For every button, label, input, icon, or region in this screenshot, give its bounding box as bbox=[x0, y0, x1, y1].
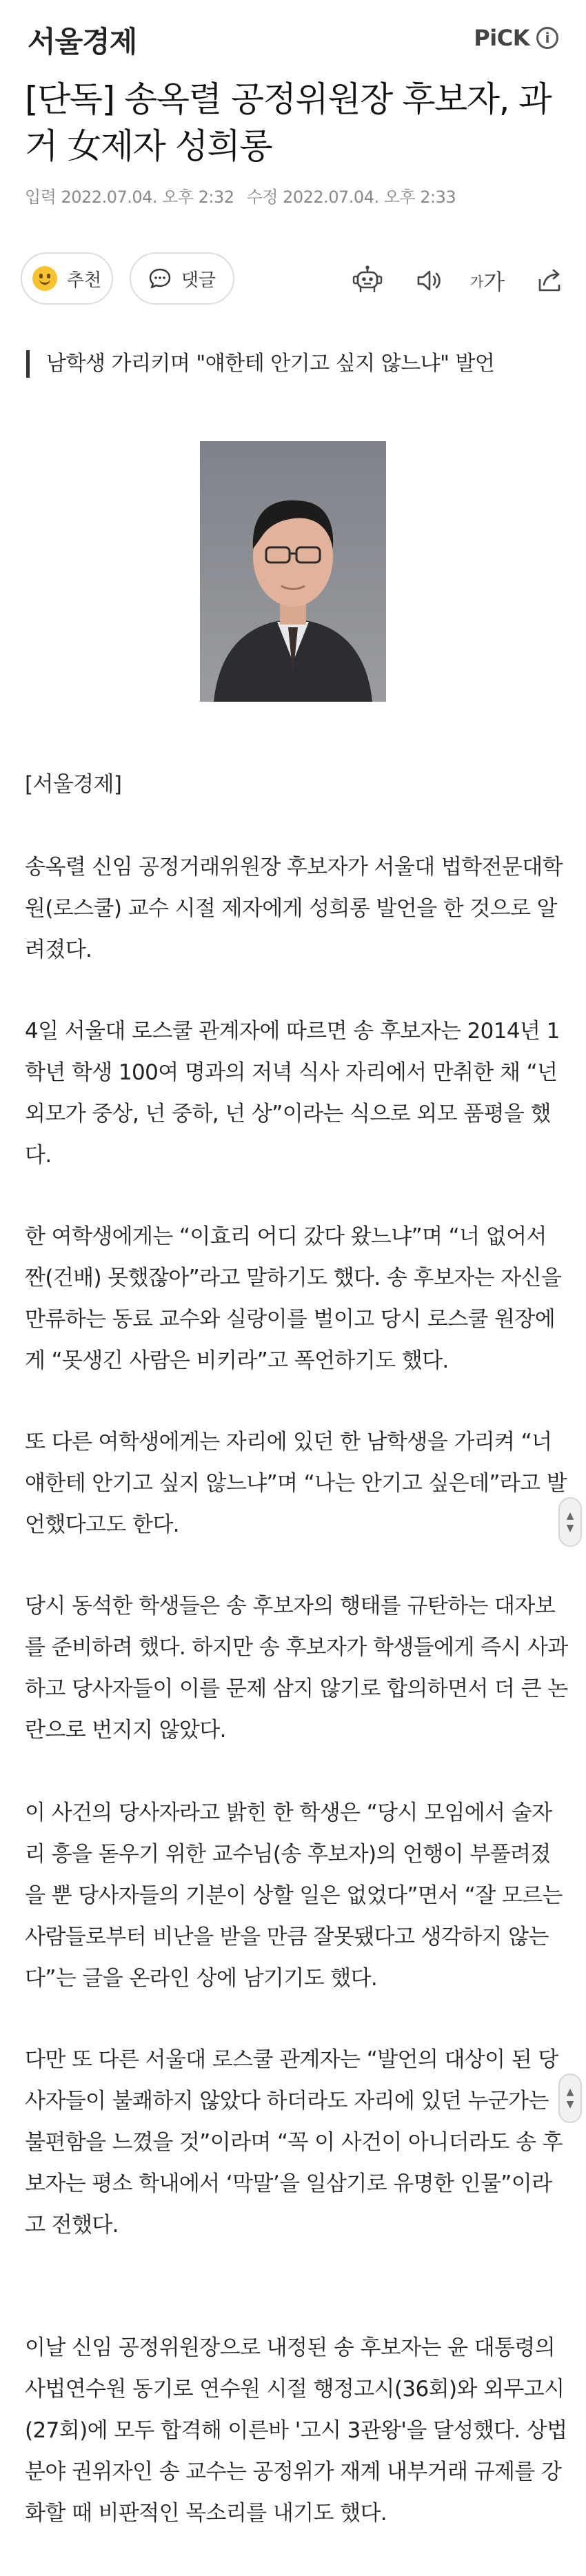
font-size-big-glyph: 가 bbox=[483, 269, 505, 295]
article-action-row bbox=[21, 252, 565, 307]
brand-logo[interactable]: 서울경제 bbox=[28, 25, 137, 59]
paragraph-6: 이 사건의 당사자라고 밝힌 한 학생은 “당시 모임에서 술자리 흥을 돋우기 위한 교수님(송 후보자)의 언행이 부풀려졌을 뿐 당사자들의 기분이 상할 일은 없었다”면서 “잘 모르는 사람들로부터 비난을 받을 만큼 잘못됐다고 생각하지 않는다”는 글을 온라인 상에 남기기도 했다. bbox=[25, 1801, 563, 1991]
speech-bubble-icon bbox=[148, 267, 172, 290]
font-size-small-glyph: 가 bbox=[469, 273, 484, 290]
paragraph-4: 또 다른 여학생에게는 자리에 있던 한 남학생을 가리켜 “너 얘한테 안기고 싶지 않느냐”며 “나는 안기고 싶은데”라고 발언했다고도 한다. bbox=[25, 1430, 567, 1537]
paragraph-1: 송옥렬 신임 공정거래위원장 후보자가 서울대 법학전문대학원(로스쿨) 교수 시절 제자에게 성희롱 발언을 한 것으로 알려졌다. bbox=[25, 855, 563, 962]
pick-label: PiCK bbox=[474, 25, 529, 51]
tts-button[interactable] bbox=[411, 262, 448, 299]
paragraph-7: 다만 또 다른 서울대 로스쿨 관계자는 “발언의 대상이 된 당사자들이 불쾌하지 않았다 하더라도 자리에 있던 누군가는 불편함을 느꼈을 것”이라며 “꼭 이 사건이 아니더라도 송 후보자는 평소 학내에서 ‘막말’을 일삼기로 유명한 인물”이라고 전했다. bbox=[25, 2047, 563, 2238]
modified-date: 수정 2022.07.04. 오후 2:33 bbox=[246, 187, 456, 207]
chevron-up-icon: ▲ bbox=[566, 1510, 574, 1521]
recommend-button[interactable] bbox=[21, 252, 113, 305]
paragraph-2: 4일 서울대 로스쿨 관계자에 따르면 송 후보자는 2014년 1학년 학생 100여 명과의 저녁 식사 자리에서 만취한 채 “넌 외모가 중상, 넌 중하, 넌 상”이라는 식으로 외모 품평을 했다. bbox=[25, 1019, 560, 1168]
portrait-placeholder bbox=[200, 441, 386, 702]
paragraph-8: 이날 신임 공정위원장으로 내정된 송 후보자는 윤 대통령의 사법연수원 동기로 연수원 시절 행정고시(36회)와 외무고시(27회)에 모두 합격해 이른바 '고시 3관왕'을 달성했다. 상법 분야 권위자인 송 교수는 공정위가 재계 내부거래 규제를 강화할 때 비판적인 목소리를 내기도 했다. bbox=[25, 2335, 567, 2526]
recommend-label: 추천 bbox=[66, 270, 102, 291]
paragraph-3: 한 여학생에게는 “이효리 어디 갔다 왔느냐”며 “너 없어서 짠(건배) 못했잖아”라고 말하기도 했다. 송 후보자는 자신을 만류하는 동료 교수와 실랑이를 벌이고 당시 로스쿨 원장에게 “못생긴 사람은 비키라”고 폭언하기도 했다. bbox=[25, 1224, 562, 1373]
article-photo bbox=[200, 441, 386, 702]
comment-button[interactable] bbox=[130, 252, 234, 305]
chevron-down-icon: ▼ bbox=[566, 2099, 574, 2110]
top-bar bbox=[0, 0, 586, 76]
source-tag: [서울경제] bbox=[25, 772, 122, 797]
speaker-icon bbox=[414, 265, 445, 296]
scroll-handle-upper[interactable] bbox=[558, 1497, 582, 1547]
paragraph-5: 당시 동석한 학생들은 송 후보자의 행태를 규탄하는 대자보를 준비하려 했다. 하지만 송 후보자가 학생들에게 즉시 사과하고 당사자들이 이를 문제 삼지 않기로 합의하면서 더 큰 논란으로 번지지 않았다. bbox=[25, 1594, 568, 1743]
smiley-emoji-icon bbox=[32, 266, 57, 291]
chevron-down-icon: ▼ bbox=[566, 1523, 574, 1534]
share-icon bbox=[534, 265, 565, 296]
article-headline: [단독] 송옥렬 공정위원장 후보자, 과거 女제자 성희롱 bbox=[25, 79, 552, 166]
robot-summary-button[interactable] bbox=[349, 262, 386, 299]
info-icon[interactable] bbox=[536, 27, 558, 49]
comment-label: 댓글 bbox=[181, 270, 216, 291]
article-dates bbox=[25, 183, 456, 207]
font-size-button[interactable] bbox=[469, 262, 506, 299]
input-date: 입력 2022.07.04. 오후 2:32 bbox=[25, 187, 234, 207]
share-button[interactable] bbox=[531, 262, 568, 299]
chevron-up-icon: ▲ bbox=[566, 2087, 574, 2098]
robot-icon bbox=[352, 265, 383, 296]
info-icon-label: i bbox=[545, 30, 550, 46]
article-subheadline: 남학생 가리키며 "얘한테 안기고 싶지 않느냐" 발언 bbox=[26, 350, 494, 378]
pick-badge[interactable] bbox=[474, 25, 558, 51]
scroll-handle-lower[interactable] bbox=[558, 2073, 582, 2123]
